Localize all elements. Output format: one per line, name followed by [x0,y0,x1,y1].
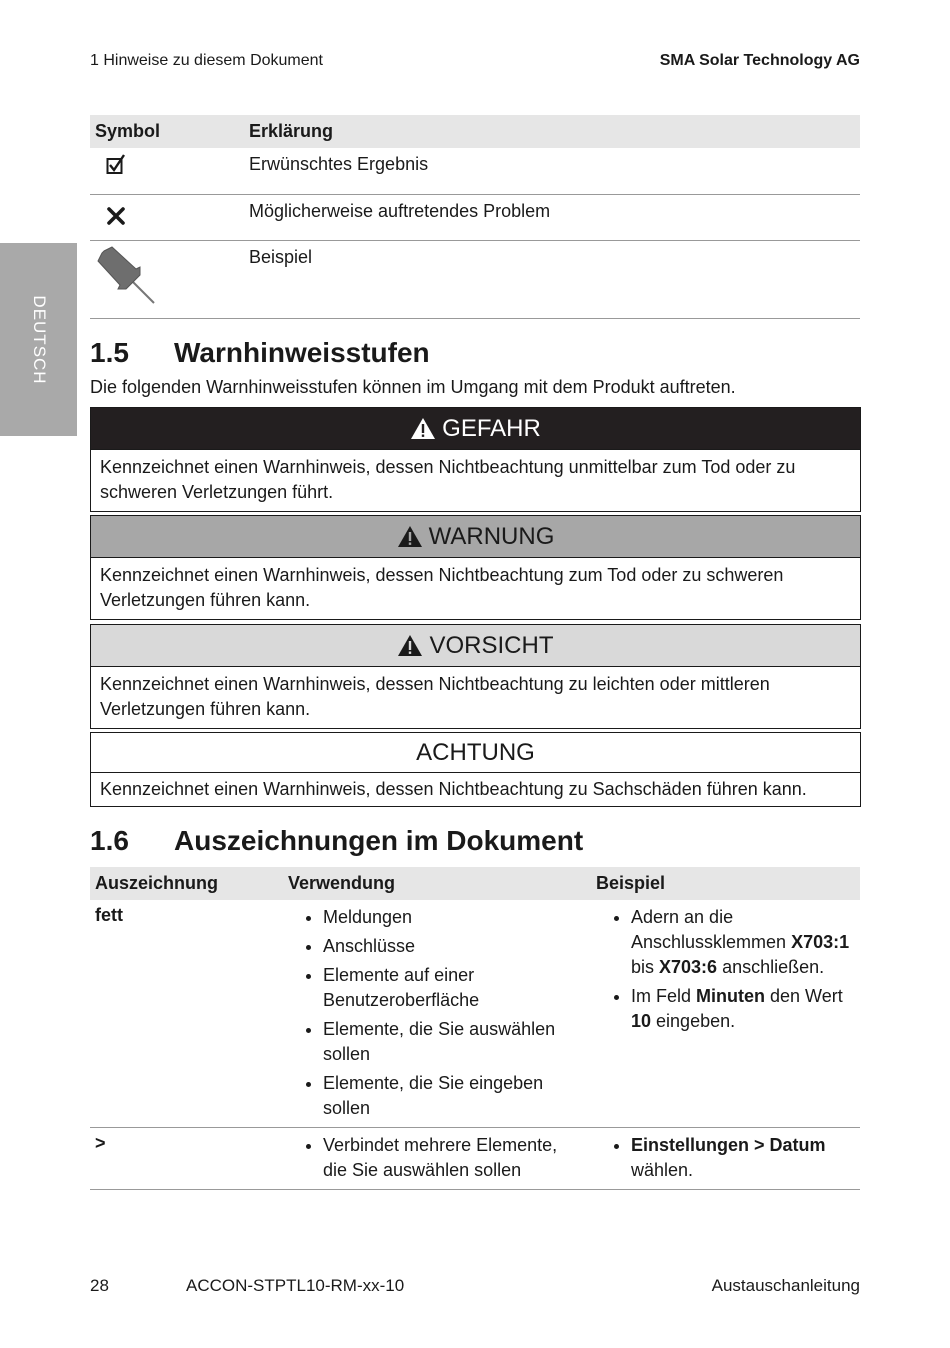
language-tab-label: DEUTSCH [29,294,49,385]
section-intro: Die folgenden Warnhinweisstufen können im Umgang mit dem Produkt auftreten. [90,377,736,397]
list-item: • Adern an die Anschlussklemmen X703:1 bis X703:6 anschließen. [631,905,855,980]
caution-text: Kennzeichnet einen Warnhinweis, dessen Nichtbeachtung zu leichten oder mittleren Verletzungen führen kann. [100,674,770,719]
symbol-column-header: Symbol [90,115,244,148]
markup-cell: > [90,1128,283,1190]
example-cell [591,900,860,1128]
caution-label: VORSICHT [429,631,554,659]
markup-column-header: Auszeichnung [90,867,283,900]
list-item: • Anschlüsse [323,934,586,959]
checkbox-icon [90,148,244,194]
table-row [90,900,860,1128]
warning-triangle-icon [410,417,436,440]
usage-cell [283,900,591,1128]
usage-list [288,905,586,1121]
symbol-explanation: Erwünschtes Ergebnis [244,148,860,194]
list-item: • Im Feld Minuten den Wert 10 eingeben. [631,984,855,1034]
list-item: • Einstellungen > Datum wählen. [631,1133,855,1183]
usage-column-header: Verwendung [283,867,591,900]
header-chapter: 1 Hinweise zu diesem Dokument [90,52,323,69]
document-title: Austauschanleitung [711,1276,860,1295]
section-number: 1.5 [90,337,129,368]
explanation-column-header: Erklärung [244,115,860,148]
header-company: SMA Solar Technology AG [659,52,860,69]
warning-box [90,515,861,620]
x-mark-icon [90,194,244,240]
markup-cell: fett [90,900,283,1128]
table-row [90,194,860,240]
warning-label: WARNUNG [428,522,555,550]
list-item: • Meldungen [323,905,586,930]
warning-header [91,516,860,558]
section-heading-warning-levels [90,337,430,369]
section-title: Auszeichnungen im Dokument [174,825,584,856]
list-item: • Elemente, die Sie eingeben sollen [323,1071,586,1121]
danger-text: Kennzeichnet einen Warnhinweis, dessen Nichtbeachtung unmittelbar zum Tod oder zu schweren Verletzungen führt. [100,457,796,502]
warning-triangle-icon [397,525,423,548]
section-title: Warnhinweisstufen [174,337,430,368]
document-id: ACCON-STPTL10-RM-xx-10 [186,1276,405,1295]
table-row [90,148,860,194]
notice-label: ACHTUNG [416,738,535,766]
usage-list [288,1133,586,1183]
caution-box [90,624,861,729]
list-item: • Elemente auf einer Benutzeroberfläche [323,963,586,1013]
page-number: 28 [90,1276,109,1295]
section-number: 1.6 [90,825,129,856]
warning-text: Kennzeichnet einen Warnhinweis, dessen Nichtbeachtung zum Tod oder zu schweren Verletzungen führen kann. [100,565,784,610]
markup-table [90,867,860,1190]
symbol-explanation: Möglicherweise auftretendes Problem [244,194,860,240]
list-item: • Verbindet mehrere Elemente, die Sie auswählen sollen [323,1133,586,1183]
example-column-header: Beispiel [591,867,860,900]
example-list [596,905,855,1034]
caution-header [91,625,860,667]
danger-header [91,408,860,450]
danger-label: GEFAHR [442,414,541,442]
notice-header [91,733,860,773]
language-tab [0,243,77,436]
section-heading-markup [90,825,583,857]
table-row [90,1128,860,1190]
warning-triangle-icon [397,634,423,657]
pushpin-icon [90,240,244,318]
usage-cell [283,1128,591,1190]
symbol-explanation: Beispiel [244,240,860,318]
notice-box [90,732,861,807]
example-list [596,1133,855,1183]
example-cell [591,1128,860,1190]
symbol-table [90,115,860,319]
table-row [90,240,860,318]
danger-box [90,407,861,512]
list-item: • Elemente, die Sie auswählen sollen [323,1017,586,1067]
notice-text: Kennzeichnet einen Warnhinweis, dessen Nichtbeachtung zu Sachschäden führen kann. [100,779,807,799]
